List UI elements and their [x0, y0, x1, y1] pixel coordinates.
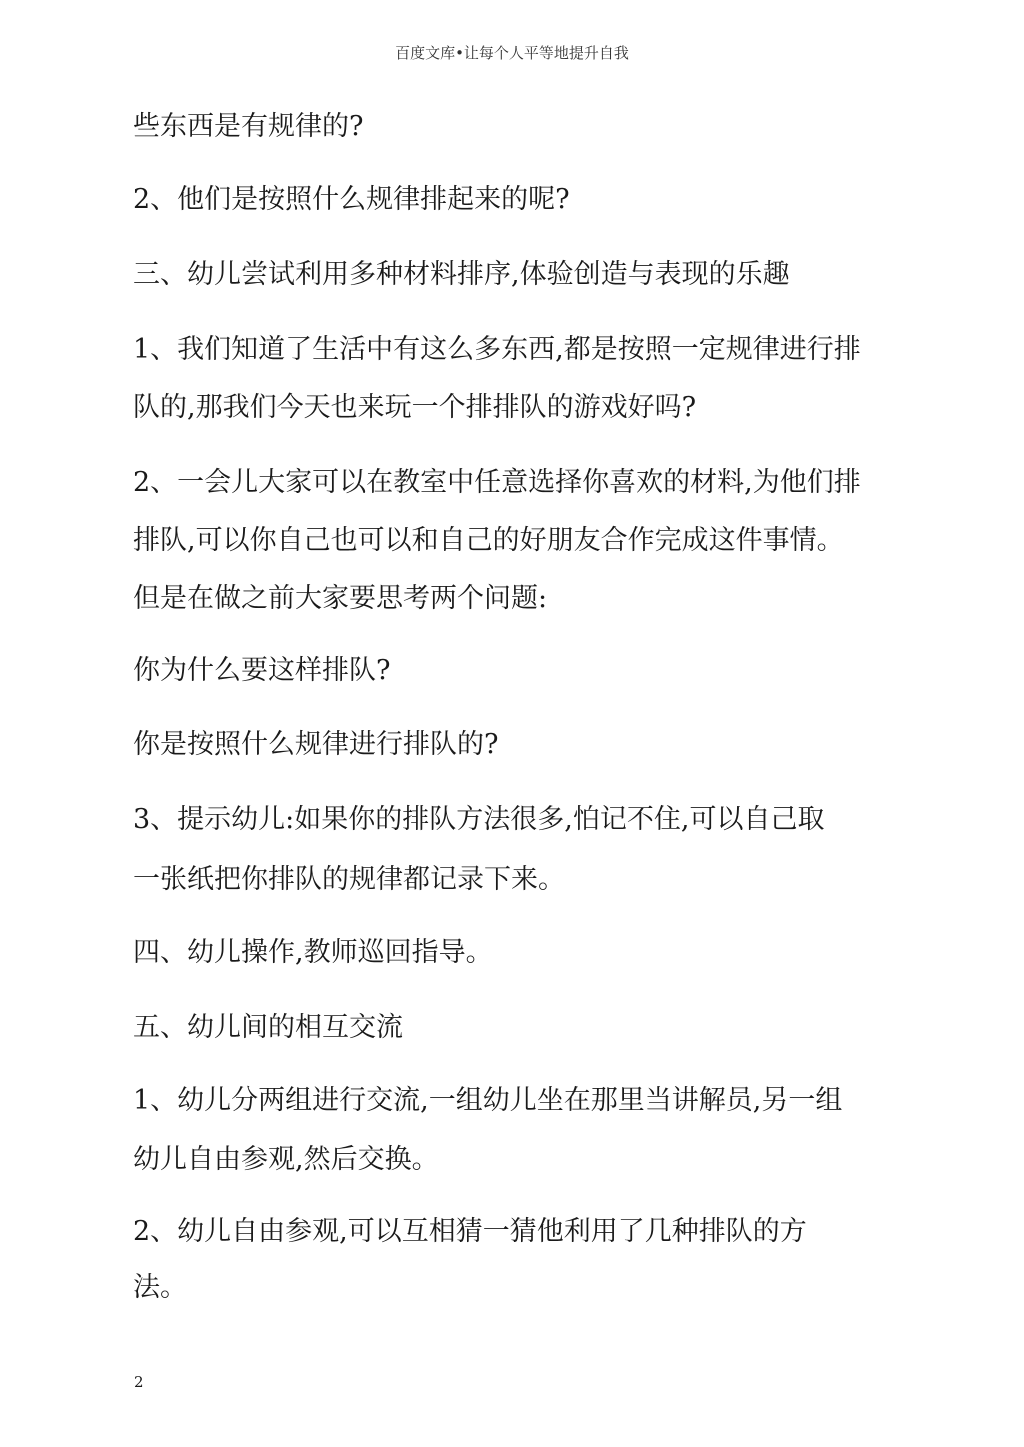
text-line: 1、幼儿分两组进行交流,一组幼儿坐在那里当讲解员,另一组 — [133, 1085, 843, 1116]
text-line: 你是按照什么规律进行排队的? — [133, 729, 499, 760]
text-line: 但是在做之前大家要思考两个问题: — [133, 583, 548, 614]
text-line: 1、我们知道了生活中有这么多东西,都是按照一定规律进行排 — [133, 334, 861, 365]
text-line: 幼儿自由参观,然后交换。 — [133, 1144, 439, 1175]
page-number: 2 — [134, 1373, 144, 1391]
section-heading: 三、幼儿尝试利用多种材料排序,体验创造与表现的乐趣 — [133, 259, 790, 290]
text-line: 队的,那我们今天也来玩一个排排队的游戏好吗? — [133, 392, 697, 423]
text-line: 一张纸把你排队的规律都记录下来。 — [133, 864, 565, 895]
section-heading: 五、幼儿间的相互交流 — [133, 1012, 403, 1043]
section-heading: 四、幼儿操作,教师巡回指导。 — [133, 937, 493, 968]
text-line: 2、一会儿大家可以在教室中任意选择你喜欢的材料,为他们排 — [133, 467, 861, 498]
text-line: 法。 — [133, 1272, 187, 1303]
text-line: 些东西是有规律的? — [133, 111, 364, 142]
page-header: 百度文库•让每个人平等地提升自我 — [395, 44, 629, 62]
text-line: 2、他们是按照什么规律排起来的呢? — [133, 184, 570, 215]
text-line: 排队,可以你自己也可以和自己的好朋友合作完成这件事情。 — [133, 525, 844, 556]
text-line: 3、提示幼儿:如果你的排队方法很多,怕记不住,可以自己取 — [133, 804, 825, 835]
text-line: 2、幼儿自由参观,可以互相猜一猜他利用了几种排队的方 — [133, 1216, 807, 1247]
text-line: 你为什么要这样排队? — [133, 655, 391, 686]
